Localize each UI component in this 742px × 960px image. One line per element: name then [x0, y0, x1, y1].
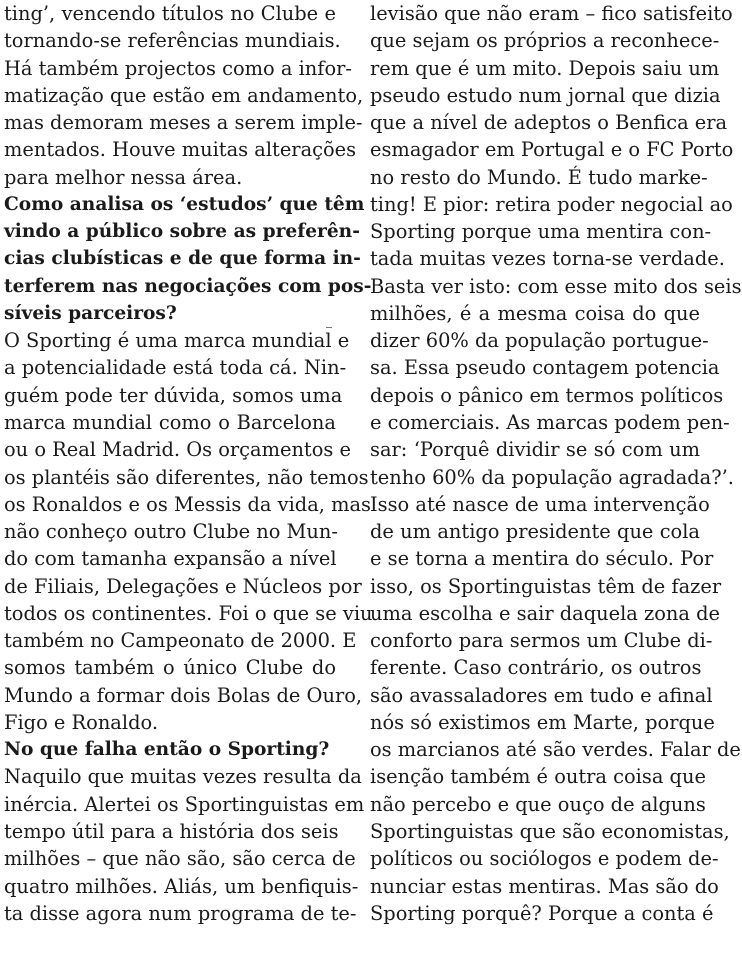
- body-text-line: conforto para sermos um Clube di-: [370, 629, 713, 653]
- body-text-line: todos os continentes. Foi o que se viu: [4, 601, 373, 625]
- body-text-line: mentados. Houve muitas alterações: [4, 138, 357, 162]
- body-text-line: esmagador em Portugal e o FC Porto: [370, 138, 734, 162]
- left-text-column: [4, 0, 373, 954]
- body-text-line: a potencialidade está toda cá. Nin-: [4, 356, 347, 380]
- body-text-line: Há também projectos como a infor-: [4, 56, 352, 80]
- interview-question-line: síveis parceiros?: [4, 302, 177, 324]
- body-text-line: depois o pânico em termos políticos: [370, 383, 724, 407]
- body-text-line: tenho 60% da população agradada?’.: [370, 465, 734, 489]
- body-text-line: guém pode ter dúvida, somos uma: [4, 383, 343, 407]
- body-text-line: dizer 60% da população portugue-: [370, 329, 709, 353]
- body-text-line: de Filiais, Delegações e Núcleos por: [4, 574, 362, 598]
- body-text-line: Sporting porque uma mentira con-: [370, 220, 712, 244]
- body-text-line: que sejam os próprios a reconhece-: [370, 29, 720, 53]
- body-text-line: de um antigo presidente que cola: [370, 520, 700, 544]
- body-text-line: também no Campeonato de 2000. E: [4, 629, 357, 653]
- body-text-line: [4, 927, 336, 954]
- body-text-line: não conheço outro Clube no Mun-: [4, 520, 338, 544]
- body-text-line: ou o Real Madrid. Os orçamentos e: [4, 438, 351, 462]
- body-text-line: matização que estão em andamento,: [4, 83, 364, 107]
- body-text-line: levisão que não eram – fico satisfeito: [370, 2, 733, 25]
- right-text-column: [370, 0, 742, 954]
- body-text-line: ferente. Caso contrário, os outros: [370, 656, 702, 680]
- body-text-line: uma escolha e sair daquela zona de: [370, 601, 721, 625]
- body-text-line: O Sporting é uma marca mundial e: [4, 329, 350, 353]
- body-text-line: quatro milhões. Aliás, um benfiquis-: [4, 874, 359, 898]
- body-text-line: sar: ‘Porquê dividir se só com um: [370, 438, 700, 462]
- body-text-line: não percebo e que ouço de alguns: [370, 792, 706, 816]
- interview-question-line: vindo a público sobre as preferên-: [4, 221, 360, 243]
- body-text-line: ta disse agora num programa de te-: [4, 901, 357, 925]
- body-text-line: Sporting porquê? Porque a conta é: [370, 901, 714, 925]
- column-rule-mark: [326, 327, 332, 328]
- body-text-line: do com tamanha expansão a nível: [4, 547, 337, 571]
- body-text-line: nós só existimos em Marte, porque: [370, 710, 715, 734]
- body-text-line: Figo e Ronaldo.: [4, 710, 158, 734]
- body-text-line: inércia. Alertei os Sportinguistas em: [4, 792, 365, 816]
- body-text-line: no resto do Mundo. É tudo marke-: [370, 165, 708, 189]
- body-text-line: nunciar estas mentiras. Mas são do: [370, 874, 719, 898]
- body-text-line: isso, os Sportinguistas têm de fazer: [370, 574, 722, 598]
- body-text-line: ting’, vencendo títulos no Clube e: [4, 2, 336, 25]
- body-text-line: os Ronaldos e os Messis da vida, mas: [4, 492, 371, 516]
- body-text-line: tada muitas vezes torna-se verdade.: [370, 247, 725, 271]
- body-text-line: para melhor nessa área.: [4, 165, 243, 189]
- body-text-line: rem que é um mito. Depois saiu um: [370, 56, 720, 80]
- body-text-line: [370, 927, 700, 954]
- body-text-line: isenção também é outra coisa que: [370, 765, 706, 789]
- body-text-line: são avassaladores em tudo e afinal: [370, 683, 713, 707]
- interview-question-line: Como analisa os ‘estudos’ que têm: [4, 193, 365, 215]
- interview-question-line: terferem nas negociações com pos-: [4, 275, 372, 297]
- interview-question-line: cias clubísticas e de que forma in-: [4, 248, 361, 270]
- body-text-line: políticos ou sociólogos e podem de-: [370, 847, 719, 871]
- body-text-line: mas demoram meses a serem imple-: [4, 111, 363, 135]
- body-text-line: Sportinguistas que são economistas,: [370, 819, 730, 843]
- body-text-line: Isso até nasce de uma intervenção: [370, 492, 710, 516]
- body-text-line: tornando-se referências mundiais.: [4, 29, 341, 53]
- body-text-line: somos também o único Clube do: [4, 656, 336, 680]
- body-text-line: os marcianos até são verdes. Falar de: [370, 738, 741, 762]
- body-text-line: Basta ver isto: com esse mito dos seis: [370, 274, 742, 298]
- body-text-line: e se torna a mentira do século. Por: [370, 547, 714, 571]
- body-text-line: sa. Essa pseudo contagem potencia: [370, 356, 720, 380]
- body-text-line: Mundo a formar dois Bolas de Ouro,: [4, 683, 363, 707]
- body-text-line: tempo útil para a história dos seis: [4, 819, 339, 843]
- interview-question-line: No que falha então o Sporting?: [4, 739, 330, 761]
- body-text-line: pseudo estudo num jornal que dizia: [370, 83, 721, 107]
- body-text-line: marca mundial como o Barcelona: [4, 410, 336, 434]
- body-text-line: ting! E pior: retira poder negocial ao: [370, 192, 733, 216]
- body-text-line: os plantéis são diferentes, não temos: [4, 465, 369, 489]
- body-text-line: milhões – que não são, são cerca de: [4, 847, 356, 871]
- body-text-line: milhões, é a mesma coisa do que: [370, 301, 700, 325]
- body-text-line: e comerciais. As marcas podem pen-: [370, 410, 730, 434]
- body-text-line: Naquilo que muitas vezes resulta da: [4, 765, 362, 789]
- body-text-line: que a nível de adeptos o Benfica era: [370, 111, 728, 135]
